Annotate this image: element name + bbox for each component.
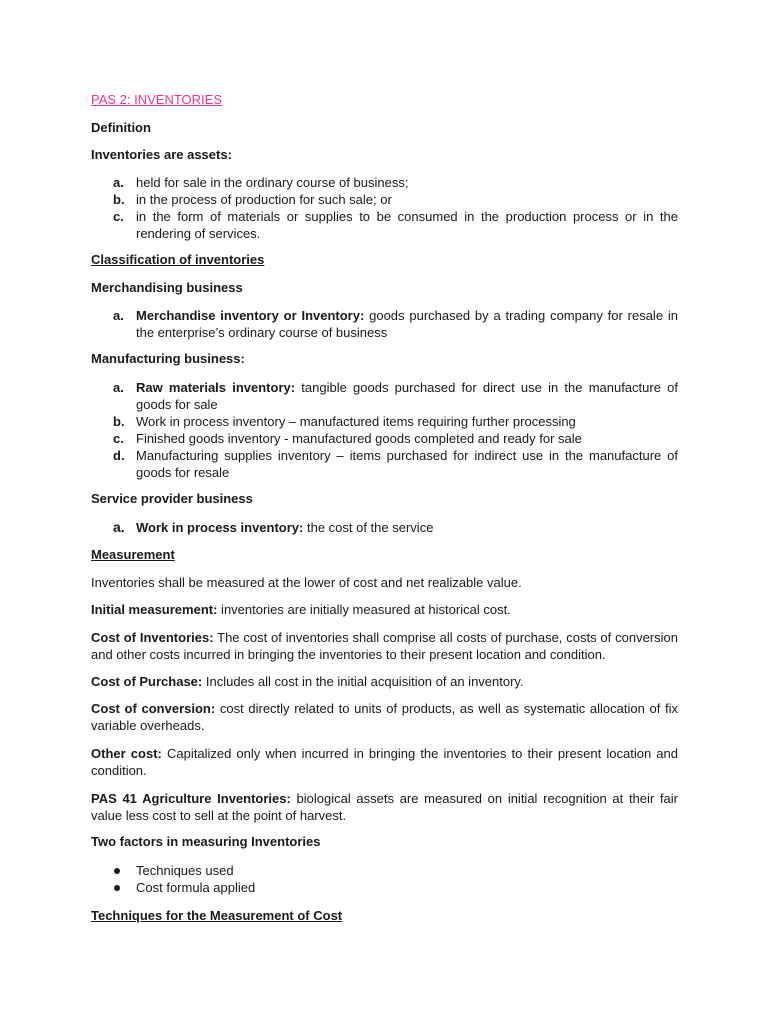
term-text: Capitalized only when incurred in bringing the inventories to their present location and condition. — [91, 746, 678, 778]
service-list — [91, 519, 678, 536]
term-text: inventories are initially measured at historical cost. — [217, 602, 511, 617]
service-heading: Service provider business — [91, 491, 253, 506]
assets-heading: Inventories are assets: — [91, 147, 232, 162]
list-text: Work in process inventory – manufactured items requiring further processing — [136, 414, 576, 429]
term: Cost of conversion: — [91, 701, 216, 716]
list-term: Merchandise inventory or Inventory: — [136, 308, 365, 323]
two-factors-heading: Two factors in measuring Inventories — [91, 834, 321, 849]
term: Other cost: — [91, 746, 162, 761]
list-item — [91, 447, 678, 481]
list-item — [91, 430, 678, 447]
list-item — [91, 862, 678, 879]
term: Cost of Purchase: — [91, 674, 203, 689]
term: PAS 41 Agriculture Inventories: — [91, 791, 291, 806]
term: Cost of Inventories: — [91, 630, 214, 645]
list-term: Raw materials inventory: — [136, 380, 296, 395]
other-cost — [91, 745, 678, 779]
list-marker: a. — [113, 175, 124, 190]
list-marker: b. — [113, 192, 125, 207]
cost-of-inventories — [91, 629, 678, 663]
term-text: biological assets are measured on initial recognition at their fair value less cost to sell at the point of harvest. — [91, 791, 678, 823]
list-text: Cost formula applied — [136, 880, 256, 895]
initial-measurement — [91, 601, 678, 618]
list-marker: a. — [113, 308, 124, 323]
measurement-text: Inventories shall be measured at the lower of cost and net realizable value. — [91, 575, 522, 590]
list-marker: c. — [113, 431, 124, 446]
list-text: tangible goods purchased for direct use in the manufacture of goods for sale — [136, 380, 679, 412]
document-title: PAS 2: INVENTORIES — [91, 92, 223, 107]
list-text: Techniques used — [136, 863, 234, 878]
term-text: cost directly related to units of products, as well as systematic allocation of fix variable overheads. — [91, 701, 678, 733]
list-text: in the form of materials or supplies to be consumed in the production process or in the rendering of services. — [136, 209, 678, 241]
merchandising-list — [91, 307, 678, 341]
cost-of-purchase — [91, 673, 678, 690]
term-text: The cost of inventories shall comprise all costs of purchase, costs of conversion and other costs incurred in bringing the inventories to their present location and condition. — [91, 630, 678, 662]
measurement-heading: Measurement — [91, 547, 175, 562]
manufacturing-list — [91, 379, 678, 481]
list-text: Manufacturing supplies inventory – items purchased for indirect use in the manufacture of goods for resale — [136, 448, 678, 480]
classification-heading: Classification of inventories — [91, 252, 265, 267]
merchandising-heading: Merchandising business — [91, 280, 243, 295]
list-item — [91, 379, 678, 413]
list-text: the cost of the service — [303, 520, 434, 535]
definition-heading: Definition — [91, 120, 151, 135]
cost-of-conversion — [91, 700, 678, 734]
term-text: Includes all cost in the initial acquisition of an inventory. — [202, 674, 524, 689]
list-item — [91, 208, 678, 242]
list-marker: a. — [113, 380, 124, 395]
list-text: in the process of production for such sale; or — [136, 192, 392, 207]
list-item — [91, 174, 678, 191]
list-item — [91, 307, 678, 341]
techniques-heading: Techniques for the Measurement of Cost — [91, 908, 343, 923]
bullet-icon — [114, 885, 120, 891]
list-item — [91, 413, 678, 430]
list-marker: c. — [113, 209, 124, 224]
list-item — [91, 191, 678, 208]
manufacturing-heading: Manufacturing business: — [91, 351, 245, 366]
assets-list — [91, 174, 678, 242]
list-text: held for sale in the ordinary course of business; — [136, 175, 409, 190]
list-text: Finished goods inventory - manufactured goods completed and ready for sale — [136, 431, 582, 446]
list-text: goods purchased by a trading company for resale in the enterprise’s ordinary course of business — [136, 308, 678, 340]
term: Initial measurement: — [91, 602, 218, 617]
list-marker: b. — [113, 414, 125, 429]
list-marker: a. — [113, 519, 125, 535]
list-item — [91, 879, 678, 896]
factors-list — [91, 862, 678, 896]
bullet-icon — [114, 868, 120, 874]
pas41-agriculture — [91, 790, 678, 824]
list-term: Work in process inventory: — [136, 520, 304, 535]
list-item — [91, 519, 678, 536]
list-marker: d. — [113, 448, 125, 463]
